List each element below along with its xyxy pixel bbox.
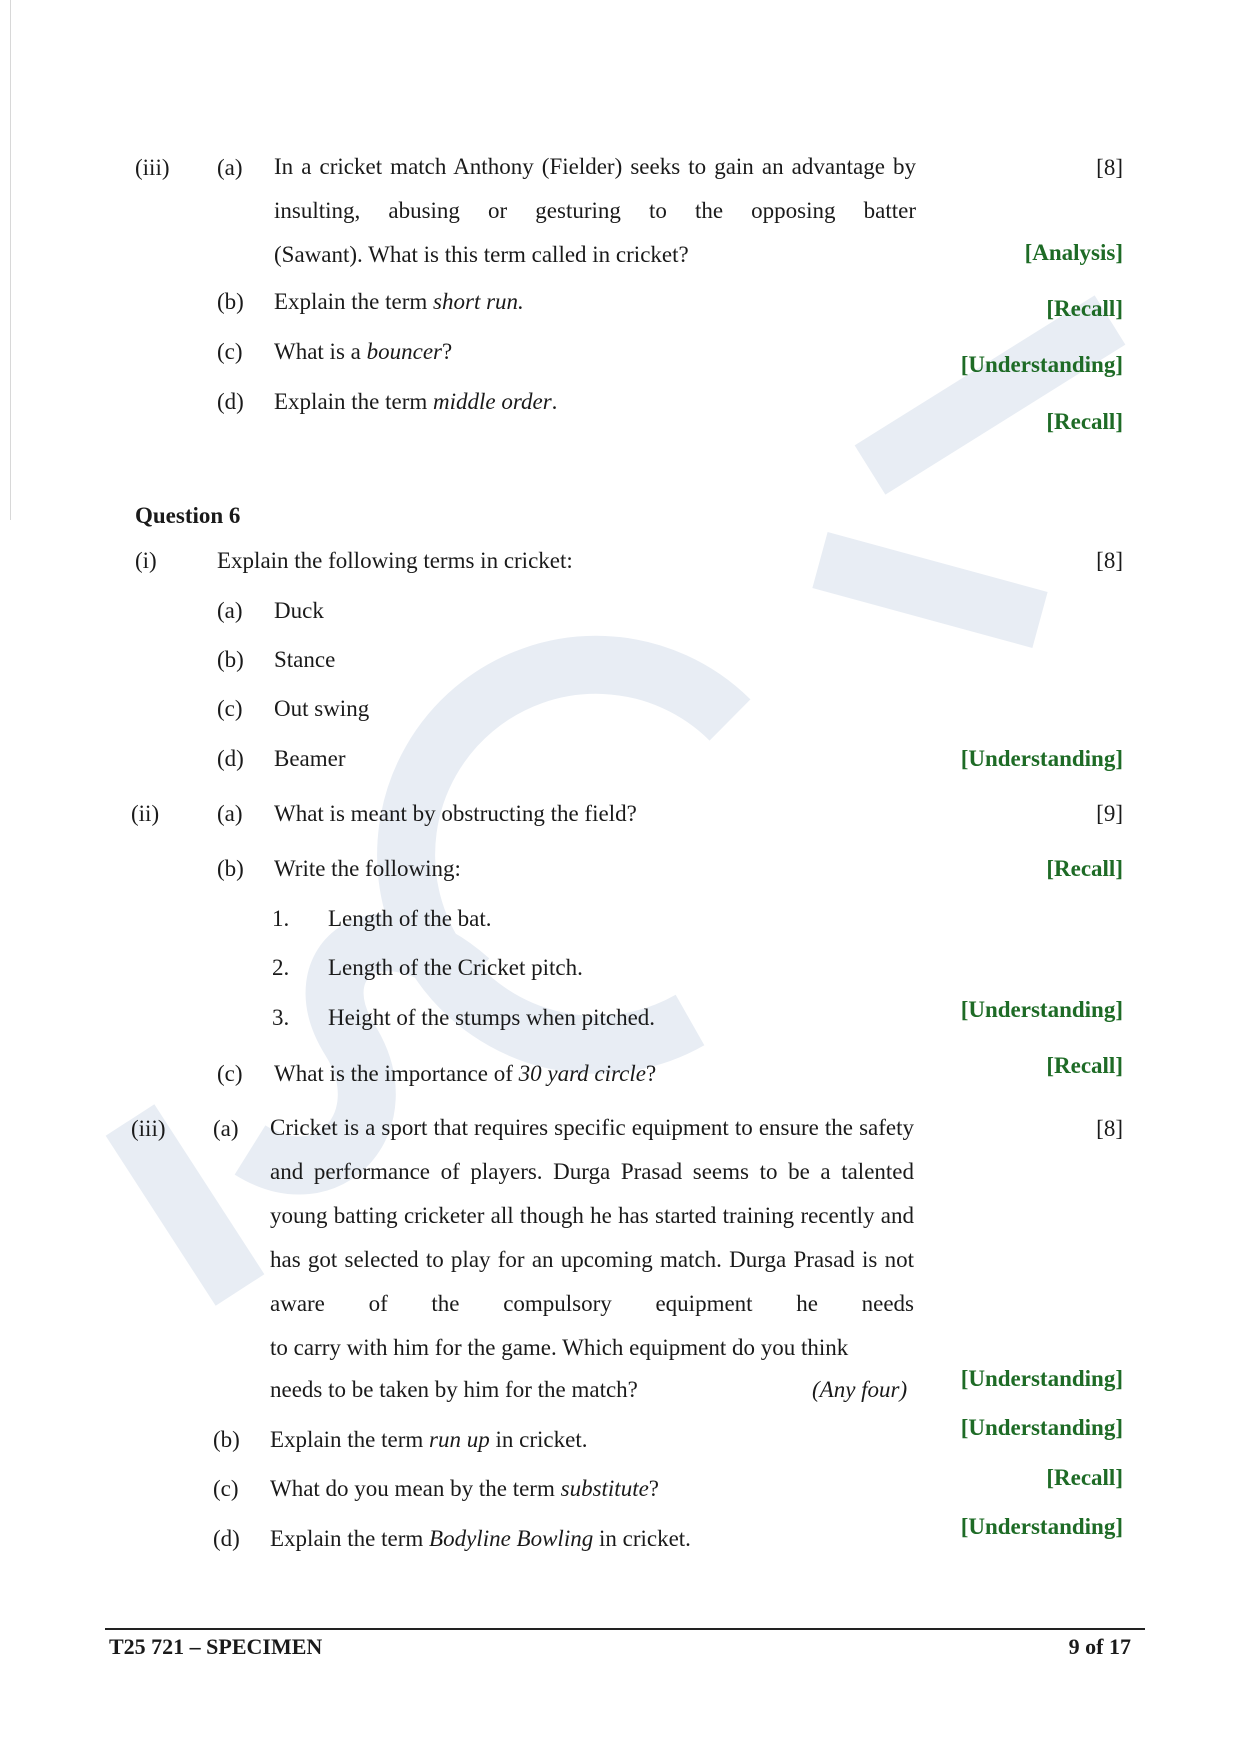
term-text: Stance — [274, 647, 336, 672]
question-text: What is meant by obstructing the field? — [274, 801, 637, 826]
skill-tag: [Understanding] — [960, 746, 1123, 771]
question-number: (ii) — [131, 801, 160, 826]
skill-tag: [Understanding] — [960, 1366, 1123, 1391]
footer-divider — [105, 1628, 1145, 1630]
list-item: Length of the Cricket pitch. — [328, 955, 583, 980]
list-number: 2. — [272, 955, 290, 980]
skill-tag: [Recall] — [1046, 856, 1123, 881]
sub-label: (d) — [217, 389, 244, 414]
sub-label: (d) — [217, 746, 244, 771]
sub-label: (a) — [217, 155, 243, 180]
sub-label: (b) — [213, 1427, 240, 1452]
question-text: Explain the term Bodyline Bowling in cricket. — [270, 1526, 691, 1551]
list-item: Height of the stumps when pitched. — [328, 1005, 656, 1030]
sub-label: (a) — [217, 598, 243, 623]
question-heading: Question 6 — [135, 503, 241, 528]
sub-label: (a) — [213, 1116, 239, 1141]
question-text: Explain the term run up in cricket. — [270, 1427, 588, 1452]
skill-tag: [Recall] — [1046, 1465, 1123, 1490]
question-text: What do you mean by the term substitute? — [270, 1476, 660, 1501]
skill-tag: [Recall] — [1046, 1053, 1123, 1078]
question-text: Explain the following terms in cricket: — [217, 548, 573, 573]
paper-code: T25 721 – SPECIMEN — [109, 1634, 323, 1659]
sub-label: (b) — [217, 289, 244, 314]
question-text: Write the following: — [274, 856, 461, 881]
page-edge-line — [10, 0, 11, 520]
list-number: 3. — [272, 1005, 290, 1030]
skill-tag: [Analysis] — [1024, 240, 1123, 265]
skill-tag: [Understanding] — [960, 997, 1123, 1022]
skill-tag: [Understanding] — [960, 1415, 1123, 1440]
sub-label: (d) — [213, 1526, 240, 1551]
skill-tag: [Understanding] — [960, 1514, 1123, 1539]
marks: [8] — [1096, 548, 1123, 573]
question-text: What is a bouncer? — [274, 339, 453, 364]
sub-label: (c) — [217, 339, 243, 364]
any-four-note: (Any four) — [812, 1377, 908, 1402]
question-text: Explain the term middle order. — [274, 389, 558, 414]
question-text: What is the importance of 30 yard circle? — [274, 1061, 657, 1086]
list-item: Length of the bat. — [328, 906, 492, 931]
skill-tag: [Recall] — [1046, 409, 1123, 434]
marks: [9] — [1096, 801, 1123, 826]
term-text: Out swing — [274, 696, 370, 721]
term-text: Beamer — [274, 746, 346, 771]
question-text: Cricket is a sport that requires specific equipment to ensure the safety and performance of players. Durga Prasad seems to be a talented young batting cricketer all though he has started training recently and has got selected to play for an upcoming match. Durga Prasad is not aware of the compulsory equipment he needs to carry with him for the game. Which equipment do you think — [270, 1115, 914, 1360]
question-text: Explain the term short run. — [274, 289, 524, 314]
sub-label: (c) — [213, 1476, 239, 1501]
list-number: 1. — [272, 906, 290, 931]
page-number: 9 of 17 — [1068, 1634, 1131, 1659]
question-number: (i) — [135, 548, 157, 573]
sub-label: (b) — [217, 856, 244, 881]
question-text: needs to be taken by him for the match? — [270, 1377, 638, 1402]
term-text: Duck — [274, 598, 324, 623]
skill-tag: [Recall] — [1046, 296, 1123, 321]
question-number: (iii) — [135, 155, 170, 180]
sub-label: (b) — [217, 647, 244, 672]
skill-tag: [Understanding] — [960, 352, 1123, 377]
sub-label: (c) — [217, 1061, 243, 1086]
sub-label: (c) — [217, 696, 243, 721]
marks: [8] — [1096, 1116, 1123, 1141]
question-number: (iii) — [131, 1116, 166, 1141]
marks: [8] — [1096, 155, 1123, 180]
question-text: In a cricket match Anthony (Fielder) seeks to gain an advantage by insulting, abusing or gesturing to the opposing batter (Sawant). What is this term called in cricket? — [274, 154, 916, 267]
sub-label: (a) — [217, 801, 243, 826]
